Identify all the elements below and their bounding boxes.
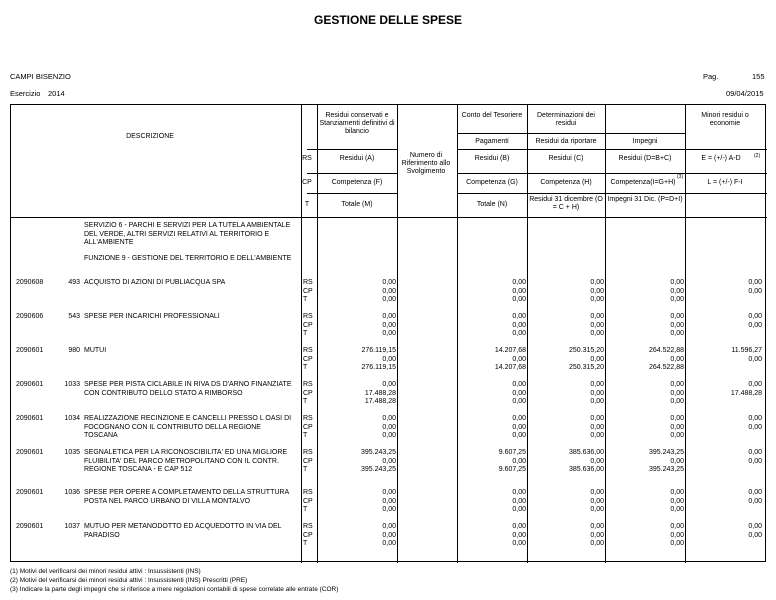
row-value-determ: 0,00 <box>590 497 604 505</box>
row-value-minori: 0,00 <box>748 355 762 363</box>
row-description: SPESE PER PISTA CICLABILE IN RIVA DS D'ARNO FINANZIATE CON CONTRIBUTO DELLO STATO A RIMBORSO <box>84 381 292 397</box>
row-value-determ: 0,00 <box>590 279 604 286</box>
header-residui-cp: Competenza (F) <box>331 179 383 186</box>
row-type-rs: RS <box>303 523 313 530</box>
row-value-impegni: 264.522,88 <box>648 364 684 371</box>
row-type-rs: RS <box>303 415 313 422</box>
row-code: 2090601 <box>16 523 44 530</box>
row-value-residui: 0,00 <box>382 506 396 513</box>
col-divider <box>301 105 302 563</box>
row-value-residui: 276.119,15 <box>361 364 396 371</box>
row-type-t: T <box>303 330 308 337</box>
row-divider <box>457 149 767 150</box>
row-value-minori: 0,00 <box>748 531 762 539</box>
row-type-t: T <box>303 466 308 473</box>
row-value-residui: 0,00 <box>382 313 396 320</box>
row-value-residui: 17.488,28 <box>364 398 396 405</box>
row-value-minori: 0,00 <box>748 423 762 431</box>
row-value-determ: 0,00 <box>590 531 604 539</box>
row-value-determ: 0,00 <box>590 287 604 295</box>
row-type-t: T <box>303 296 308 303</box>
row-value-residui: 395.243,25 <box>360 449 396 456</box>
row-value-pagamenti: 0,00 <box>512 506 526 513</box>
row-value-pagamenti: 0,00 <box>512 423 526 431</box>
row-value-minori: 0,00 <box>748 321 762 329</box>
row-value-impegni: 0,00 <box>670 415 684 422</box>
row-value-impegni: 0,00 <box>670 489 684 496</box>
row-type-t: T <box>303 398 308 405</box>
exercise-label: Esercizio <box>10 89 41 98</box>
row-value-minori: 0,00 <box>748 415 762 422</box>
row-type-rs: RS <box>303 313 313 320</box>
header-residui-title: Residui conservati e Stanziamenti definitivi di bilancio <box>319 112 395 135</box>
row-value-impegni: 0,00 <box>670 523 684 530</box>
row-value-pagamenti: 0,00 <box>512 457 526 465</box>
row-value-residui: 0,00 <box>382 296 396 303</box>
row-code: 2090601 <box>16 347 44 354</box>
header-tesoriere-t: Totale (N) <box>476 201 508 208</box>
header-impegni-sub: Impegni <box>632 138 658 145</box>
header-t: T <box>304 201 310 208</box>
row-value-minori: 0,00 <box>748 523 762 530</box>
row-description: ACQUISTO DI AZIONI DI PUBLIACQUA SPA <box>84 279 226 286</box>
row-code: 2090601 <box>16 381 44 388</box>
header-determ-sub: Residui da riportare <box>535 138 597 145</box>
row-type-t: T <box>303 432 308 439</box>
row-divider <box>307 149 397 150</box>
row-value-minori: 0,00 <box>748 489 762 496</box>
row-value-minori: 0,00 <box>748 313 762 320</box>
row-value-residui: 0,00 <box>382 415 396 422</box>
row-value-determ: 0,00 <box>590 398 604 405</box>
header-impegni-t: Impegni 31 Dic. (P=D+I) <box>607 196 683 203</box>
row-number: 1036 <box>64 489 80 496</box>
header-tesoriere-rs: Residui (B) <box>474 155 510 162</box>
row-value-residui: 0,00 <box>382 321 396 329</box>
section-funzione: FUNZIONE 9 - GESTIONE DEL TERRITORIO E DELL'AMBIENTE <box>84 255 292 262</box>
row-value-residui: 0,00 <box>382 381 396 388</box>
row-value-pagamenti: 0,00 <box>512 523 526 530</box>
row-value-pagamenti: 0,00 <box>512 398 526 405</box>
row-value-impegni: 0,00 <box>670 497 684 505</box>
row-value-pagamenti: 0,00 <box>512 296 526 303</box>
row-divider <box>457 173 767 174</box>
row-value-residui: 0,00 <box>382 531 396 539</box>
header-determ-t: Residui 31 dicembre (O = C + H) <box>529 196 603 211</box>
row-value-impegni: 0,00 <box>670 287 684 295</box>
row-value-minori: 0,00 <box>748 457 762 465</box>
header-determ-cp: Competenza (H) <box>540 179 592 186</box>
row-value-minori: 17.488,28 <box>730 389 762 397</box>
row-value-impegni: 0,00 <box>670 389 684 397</box>
row-value-determ: 0,00 <box>590 313 604 320</box>
row-value-pagamenti: 0,00 <box>512 381 526 388</box>
footnote: (3) Indicare la parte degli impegni che si riferisce a mere regolazioni contabili di spese correlate alle entrate (COR) <box>10 586 339 593</box>
row-value-pagamenti: 9.607,25 <box>498 449 526 456</box>
row-value-impegni: 0,00 <box>670 381 684 388</box>
row-value-determ: 0,00 <box>590 381 604 388</box>
row-divider <box>307 173 397 174</box>
row-value-determ: 0,00 <box>590 540 604 547</box>
row-value-pagamenti: 0,00 <box>512 313 526 320</box>
row-number: 1035 <box>64 449 80 456</box>
row-value-residui: 0,00 <box>382 457 396 465</box>
row-type-cp: CP <box>303 497 313 505</box>
section-servizio: SERVIZIO 6 - PARCHI E SERVIZI PER LA TUTELA AMBIENTALE DEL VERDE, ALTRI SERVIZI RELATIVI AL TERRITORIO E ALL'AMBIENTE <box>84 222 291 246</box>
row-type-cp: CP <box>303 457 313 465</box>
row-value-minori: 11.596,27 <box>731 347 762 354</box>
row-value-pagamenti: 0,00 <box>512 279 526 286</box>
row-value-pagamenti: 0,00 <box>512 389 526 397</box>
header-numero: Numero di Riferimento allo Svolgimento <box>401 152 451 175</box>
row-value-pagamenti: 14.207,68 <box>494 347 526 354</box>
row-value-pagamenti: 0,00 <box>512 287 526 295</box>
row-type-t: T <box>303 506 308 513</box>
row-value-impegni: 0,00 <box>670 330 684 337</box>
row-value-determ: 250.315,20 <box>568 347 604 354</box>
row-value-pagamenti: 0,00 <box>512 330 526 337</box>
header-descrizione: DESCRIZIONE <box>126 133 174 140</box>
row-value-determ: 0,00 <box>590 432 604 439</box>
row-number: 1037 <box>64 523 80 530</box>
header-minori-title: Minori residui o economie <box>701 112 749 127</box>
row-value-impegni: 0,00 <box>670 296 684 303</box>
row-value-minori: 0,00 <box>748 381 762 388</box>
header-residui-t: Totale (M) <box>341 201 373 208</box>
header-impegni-cp: Competenza(I=G+H) <box>610 179 676 186</box>
row-value-residui: 0,00 <box>382 330 396 337</box>
row-value-determ: 385.636,00 <box>568 449 604 456</box>
row-type-t: T <box>303 540 308 547</box>
header-residui-rs: Residui (A) <box>339 155 375 162</box>
row-value-pagamenti: 0,00 <box>512 531 526 539</box>
row-value-residui: 0,00 <box>382 423 396 431</box>
row-code: 2090601 <box>16 449 44 456</box>
header-determ-title: Determinazioni dei residui <box>537 112 595 127</box>
row-description: MUTUO PER METANODOTTO ED ACQUEDOTTO IN VIA DEL PARADISO <box>84 523 282 539</box>
row-value-impegni: 0,00 <box>670 423 684 431</box>
ente-name: CAMPI BISENZIO <box>10 72 71 81</box>
row-divider <box>307 193 397 194</box>
row-value-determ: 0,00 <box>590 457 604 465</box>
row-type-rs: RS <box>303 449 313 456</box>
row-type-cp: CP <box>303 423 313 431</box>
row-value-impegni: 0,00 <box>670 355 684 363</box>
row-value-determ: 0,00 <box>590 523 604 530</box>
row-value-determ: 0,00 <box>590 389 604 397</box>
row-value-pagamenti: 0,00 <box>512 355 526 363</box>
row-value-pagamenti: 0,00 <box>512 415 526 422</box>
page-label: Pag. <box>703 72 719 81</box>
row-value-determ: 0,00 <box>590 506 604 513</box>
row-type-cp: CP <box>303 321 313 329</box>
row-value-minori: 0,00 <box>748 279 762 286</box>
row-code: 2090601 <box>16 489 44 496</box>
row-description: MUTUI <box>84 347 107 354</box>
row-value-minori: 0,00 <box>748 449 762 456</box>
header-determ-rs: Residui (C) <box>548 155 584 162</box>
row-value-pagamenti: 0,00 <box>512 432 526 439</box>
header-minori-rs-sup: (2) <box>754 153 761 159</box>
header-rs: RS <box>302 155 312 162</box>
row-value-minori: 0,00 <box>748 497 762 505</box>
row-value-impegni: 0,00 <box>670 506 684 513</box>
row-value-impegni: 264.522,88 <box>648 347 684 354</box>
row-description: SPESE PER OPERE A COMPLETAMENTO DELLA STRUTTURA POSTA NEL PARCO URBANO DI VILLA MONTALVO <box>84 489 289 505</box>
row-type-cp: CP <box>303 287 313 295</box>
row-value-pagamenti: 9.607,25 <box>498 466 526 473</box>
row-type-rs: RS <box>303 489 313 496</box>
row-number: 1033 <box>64 381 80 388</box>
row-number: 543 <box>68 313 80 320</box>
footnote: (1) Motivi del verificarsi dei minori residui attivi : Insussistenti (INS) <box>10 568 201 575</box>
row-value-determ: 0,00 <box>590 489 604 496</box>
page-title: GESTIONE DELLE SPESE <box>313 13 463 27</box>
row-value-determ: 0,00 <box>590 296 604 303</box>
row-type-rs: RS <box>303 347 313 354</box>
footnotes <box>10 567 338 594</box>
row-value-residui: 276.119,15 <box>361 347 396 354</box>
row-value-pagamenti: 0,00 <box>512 497 526 505</box>
row-number: 493 <box>68 279 80 286</box>
row-value-pagamenti: 0,00 <box>512 321 526 329</box>
row-value-residui: 0,00 <box>382 497 396 505</box>
row-value-pagamenti: 0,00 <box>512 540 526 547</box>
row-code: 2090606 <box>16 313 44 320</box>
row-type-cp: CP <box>303 355 313 363</box>
row-value-determ: 0,00 <box>590 330 604 337</box>
row-value-residui: 0,00 <box>382 489 396 496</box>
row-value-residui: 0,00 <box>382 540 396 547</box>
row-value-residui: 395.243,25 <box>360 466 396 473</box>
row-divider <box>457 133 685 134</box>
row-value-impegni: 0,00 <box>670 279 684 286</box>
row-number: 1034 <box>64 415 80 422</box>
row-value-impegni: 0,00 <box>670 540 684 547</box>
row-value-residui: 17.488,28 <box>364 389 396 397</box>
row-value-impegni: 0,00 <box>670 398 684 405</box>
footnote: (2) Motivi del verificarsi dei minori residui attivi : Insussistenti (INS) Prescritti (PRE) <box>10 577 248 584</box>
page-number: 155 <box>752 72 765 81</box>
row-code: 2090608 <box>16 279 44 286</box>
row-value-residui: 0,00 <box>382 279 396 286</box>
row-value-impegni: 395.243,25 <box>648 449 684 456</box>
row-value-minori: 0,00 <box>748 287 762 295</box>
row-value-impegni: 0,00 <box>670 432 684 439</box>
row-type-t: T <box>303 364 308 371</box>
row-type-rs: RS <box>303 279 313 286</box>
row-value-determ: 250.315,20 <box>568 364 604 371</box>
row-type-cp: CP <box>303 389 313 397</box>
row-value-determ: 0,00 <box>590 415 604 422</box>
row-value-determ: 0,00 <box>590 355 604 363</box>
row-value-impegni: 0,00 <box>670 321 684 329</box>
row-value-impegni: 0,00 <box>670 457 684 465</box>
row-description: SEGNALETICA PER LA RICONOSCIBILITA' ED UNA MIGLIORE FLUIBILITA' DEL PARCO METROPOLITANO CON IL CONTR. REGIONE TOSCANA - E CAP 512 <box>84 449 288 473</box>
row-value-determ: 0,00 <box>590 321 604 329</box>
header-minori-rs: E = (+/-) A-D <box>701 155 741 162</box>
header-impegni-cp-sup: (3) <box>677 174 684 180</box>
row-type-cp: CP <box>303 531 313 539</box>
header-bottom-line <box>11 217 767 218</box>
row-value-residui: 0,00 <box>382 523 396 530</box>
row-value-determ: 0,00 <box>590 423 604 431</box>
row-code: 2090601 <box>16 415 44 422</box>
header-cp: CP <box>302 179 312 186</box>
row-value-residui: 0,00 <box>382 355 396 363</box>
row-value-determ: 385.636,00 <box>568 466 604 473</box>
row-divider <box>457 193 767 194</box>
report-date: 09/04/2015 <box>726 89 764 98</box>
row-value-residui: 0,00 <box>382 287 396 295</box>
row-description: SPESE PER INCARICHI PROFESSIONALI <box>84 313 220 320</box>
row-value-residui: 0,00 <box>382 432 396 439</box>
header-tesoriere-sub: Pagamenti <box>475 138 509 145</box>
header-minori-cp: L = (+/-) F-I <box>707 179 743 186</box>
exercise-year: 2014 <box>48 89 65 98</box>
header-tesoriere-cp: Competenza (G) <box>466 179 518 186</box>
row-value-impegni: 0,00 <box>670 531 684 539</box>
row-value-pagamenti: 0,00 <box>512 489 526 496</box>
row-value-impegni: 395.243,25 <box>648 466 684 473</box>
row-value-impegni: 0,00 <box>670 313 684 320</box>
row-value-pagamenti: 14.207,68 <box>494 364 526 371</box>
header-impegni-rs: Residui (D=B+C) <box>618 155 672 162</box>
header-tesoriere-title: Conto del Tesoriere <box>461 112 523 119</box>
row-description: REALIZZAZIONE RECINZIONE E CANCELLI PRESSO L OASI DI FOCOGNANO CON IL CONTRIBUTO DELLA REGIONE TOSCANA <box>84 415 292 439</box>
row-type-rs: RS <box>303 381 313 388</box>
row-number: 980 <box>68 347 80 354</box>
